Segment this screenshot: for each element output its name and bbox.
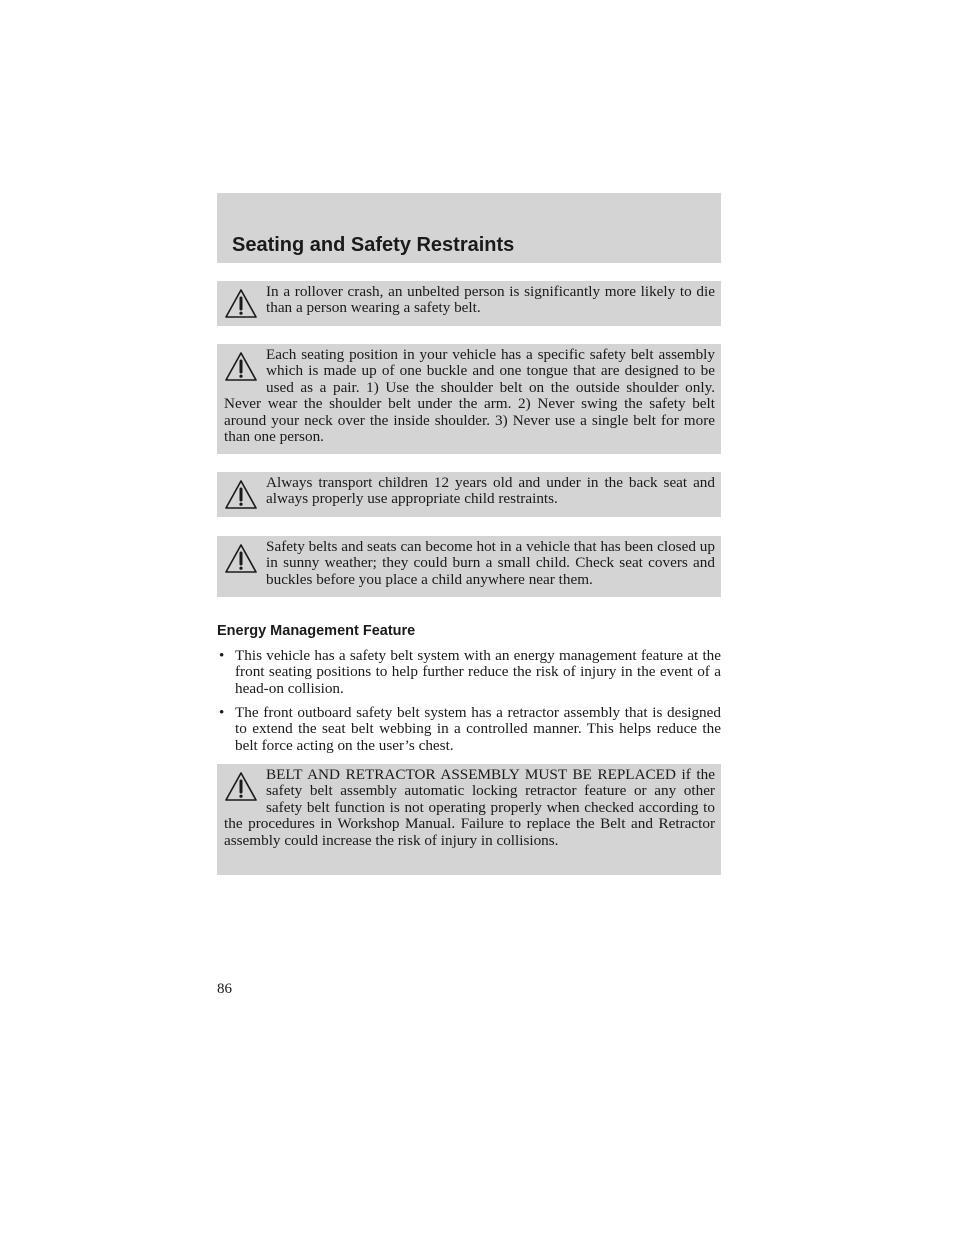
section-header (217, 193, 721, 263)
warning-box-belt-retractor (217, 764, 721, 875)
warning-triangle-icon (224, 351, 258, 383)
warning-text: Always transport children 12 years old and under in the back seat and always properly use appropriate child restraints. (266, 474, 715, 508)
warning-box-children (217, 472, 721, 517)
warning-triangle-icon (224, 288, 258, 320)
list-item-text: This vehicle has a safety belt system with an energy management feature at the front seating positions to help further reduce the risk of injury in the event of a head-on collision. (235, 647, 721, 697)
warning-text: Safety belts and seats can become hot in a vehicle that has been closed up in sunny weather; they could burn a small child. Check seat covers and buckles before you place a child anywhere near them. (266, 538, 715, 588)
page-number: 86 (217, 981, 232, 997)
page-title: Seating and Safety Restraints (232, 234, 515, 256)
warning-triangle-icon (224, 771, 258, 803)
warning-box-seating-position (217, 344, 721, 454)
warning-text: In a rollover crash, an unbelted person is significantly more likely to die than a person wearing a safety belt. (266, 283, 715, 317)
warning-text: BELT AND RETRACTOR ASSEMBLY MUST BE REPLACED if the safety belt assembly automatic locking retractor feature or any other safety belt function is not operating properly when checked according to the procedures in Workshop Manual. Failure to replace the Belt and Retractor assembly could increase the risk of injury in collisions. (224, 766, 715, 849)
warning-box-hot-seats (217, 536, 721, 597)
bullet-point: • (219, 647, 225, 664)
warning-box-rollover (217, 281, 721, 326)
list-item (217, 648, 721, 697)
section-title-energy-management: Energy Management Feature (217, 623, 416, 639)
list-item-text: The front outboard safety belt system has a retractor assembly that is designed to extend the seat belt webbing in a controlled manner. This helps reduce the belt force acting on the user’s chest. (235, 703, 721, 754)
list-item (217, 705, 721, 754)
warning-triangle-icon (224, 479, 258, 511)
warning-triangle-icon (224, 543, 258, 575)
energy-management-list (217, 648, 721, 761)
warning-text: Each seating position in your vehicle has a specific safety belt assembly which is made up of one buckle and one tongue that are designed to be used as a pair. 1) Use the shoulder belt on the outside shoulder only. Never wear the shoulder belt under the arm. 2) Never swing the safety belt around your neck over the inside shoulder. 3) Never use a single belt for more than one person. (224, 346, 715, 446)
bullet-point: • (219, 703, 225, 721)
